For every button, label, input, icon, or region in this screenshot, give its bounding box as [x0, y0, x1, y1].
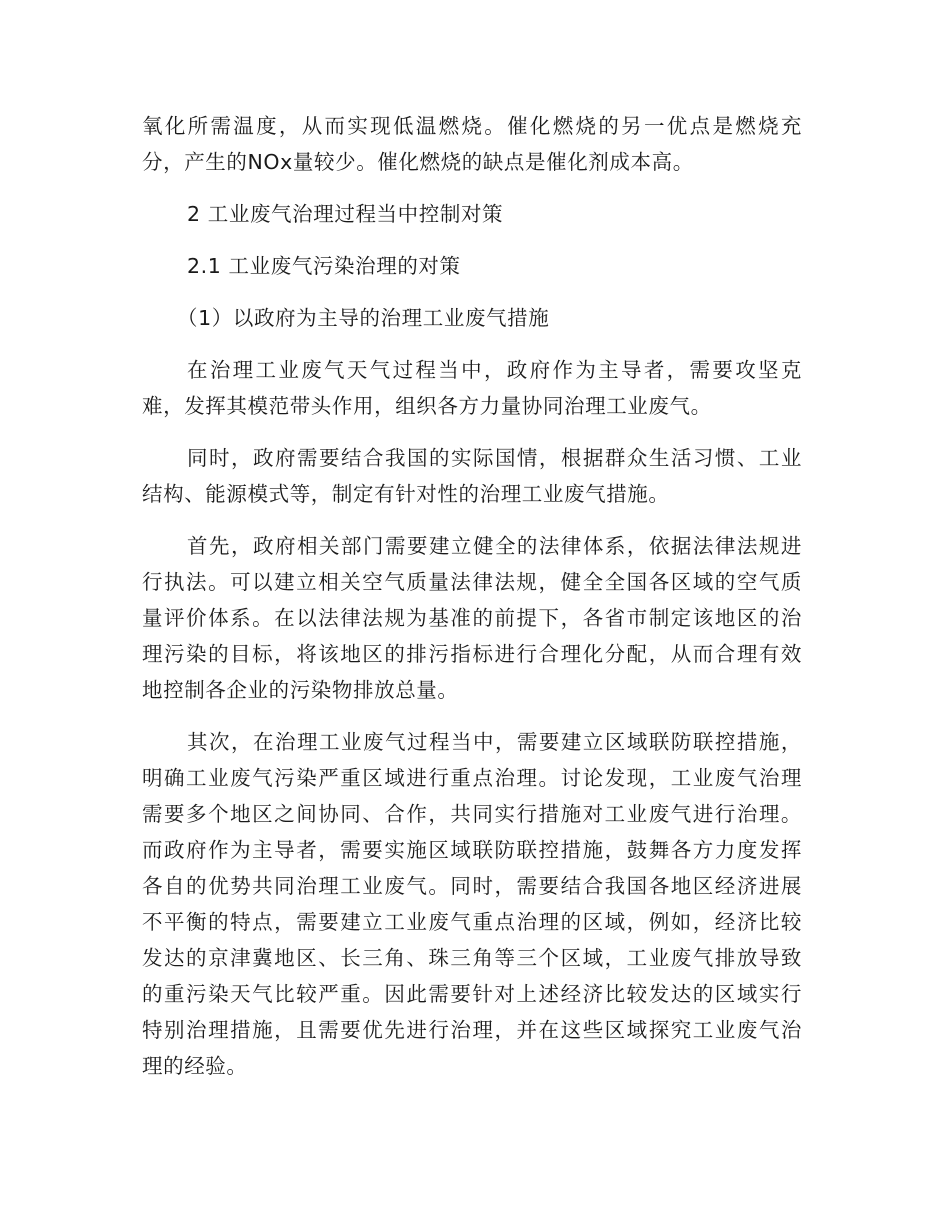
paragraph-line: 同时，政府需要结合我国的实际国情，根据群众生活习惯、工业 — [187, 446, 802, 470]
paragraph-line: 氧化所需温度，从而实现低温燃烧。催化燃烧的另一优点是燃烧充 — [142, 114, 802, 138]
paragraph-line: 地控制各企业的污染物排放总量。 — [142, 678, 459, 702]
paragraph-4 — [142, 724, 802, 1084]
item-heading: （1）以政府为主导的治理工业废气措施 — [177, 306, 550, 330]
paragraph-line: 分，产生的NOx量较少。催化燃烧的缺点是催化剂成本高。 — [142, 150, 694, 174]
paragraph-line: 量评价体系。在以法律法规为基准的前提下，各省市制定该地区的治 — [142, 606, 802, 630]
paragraph-line: 结构、能源模式等，制定有针对性的治理工业废气措施。 — [142, 482, 670, 506]
section-heading: 2 工业废气治理过程当中控制对策 — [187, 202, 504, 226]
document-body — [142, 108, 802, 1084]
paragraph-line: 各自的优势共同治理工业废气。同时，需要结合我国各地区经济进展 — [142, 874, 802, 898]
paragraph-line: 在治理工业废气天气过程当中，政府作为主导者，需要攻坚克 — [187, 358, 802, 382]
paragraph-line: 而政府作为主导者，需要实施区域联防联控措施，鼓舞各方力度发挥 — [142, 838, 802, 862]
paragraph-line: 其次，在治理工业废气过程当中，需要建立区域联防联控措施， — [187, 730, 802, 754]
paragraph-line: 不平衡的特点，需要建立工业废气重点治理的区域，例如，经济比较 — [142, 910, 802, 934]
paragraph-line: 发达的京津冀地区、长三角、珠三角等三个区域，工业废气排放导致 — [142, 946, 802, 970]
paragraph-3 — [142, 528, 802, 708]
paragraph-2 — [142, 440, 802, 512]
paragraph-line: 需要多个地区之间协同、合作，共同实行措施对工业废气进行治理。 — [142, 802, 802, 826]
subsection-heading: 2.1 工业废气污染治理的对策 — [187, 254, 461, 278]
paragraph-line: 的重污染天气比较严重。因此需要针对上述经济比较发达的区域实行 — [142, 982, 802, 1006]
paragraph-line: 理污染的目标，将该地区的排污指标进行合理化分配，从而合理有效 — [142, 642, 802, 666]
paragraph-line: 特别治理措施，且需要优先进行治理，并在这些区域探究工业废气治 — [142, 1018, 802, 1042]
paragraph-line: 行执法。可以建立相关空气质量法律法规，健全全国各区域的空气质 — [142, 570, 802, 594]
paragraph-1 — [142, 352, 802, 424]
paragraph-line: 难，发挥其模范带头作用，组织各方力量协同治理工业废气。 — [142, 394, 712, 418]
paragraph-line: 理的经验。 — [142, 1054, 248, 1078]
paragraph-line: 明确工业废气污染严重区域进行重点治理。讨论发现，工业废气治理 — [142, 766, 802, 790]
intro-paragraph — [142, 108, 802, 180]
paragraph-line: 首先，政府相关部门需要建立健全的法律体系，依据法律法规进 — [187, 534, 802, 558]
